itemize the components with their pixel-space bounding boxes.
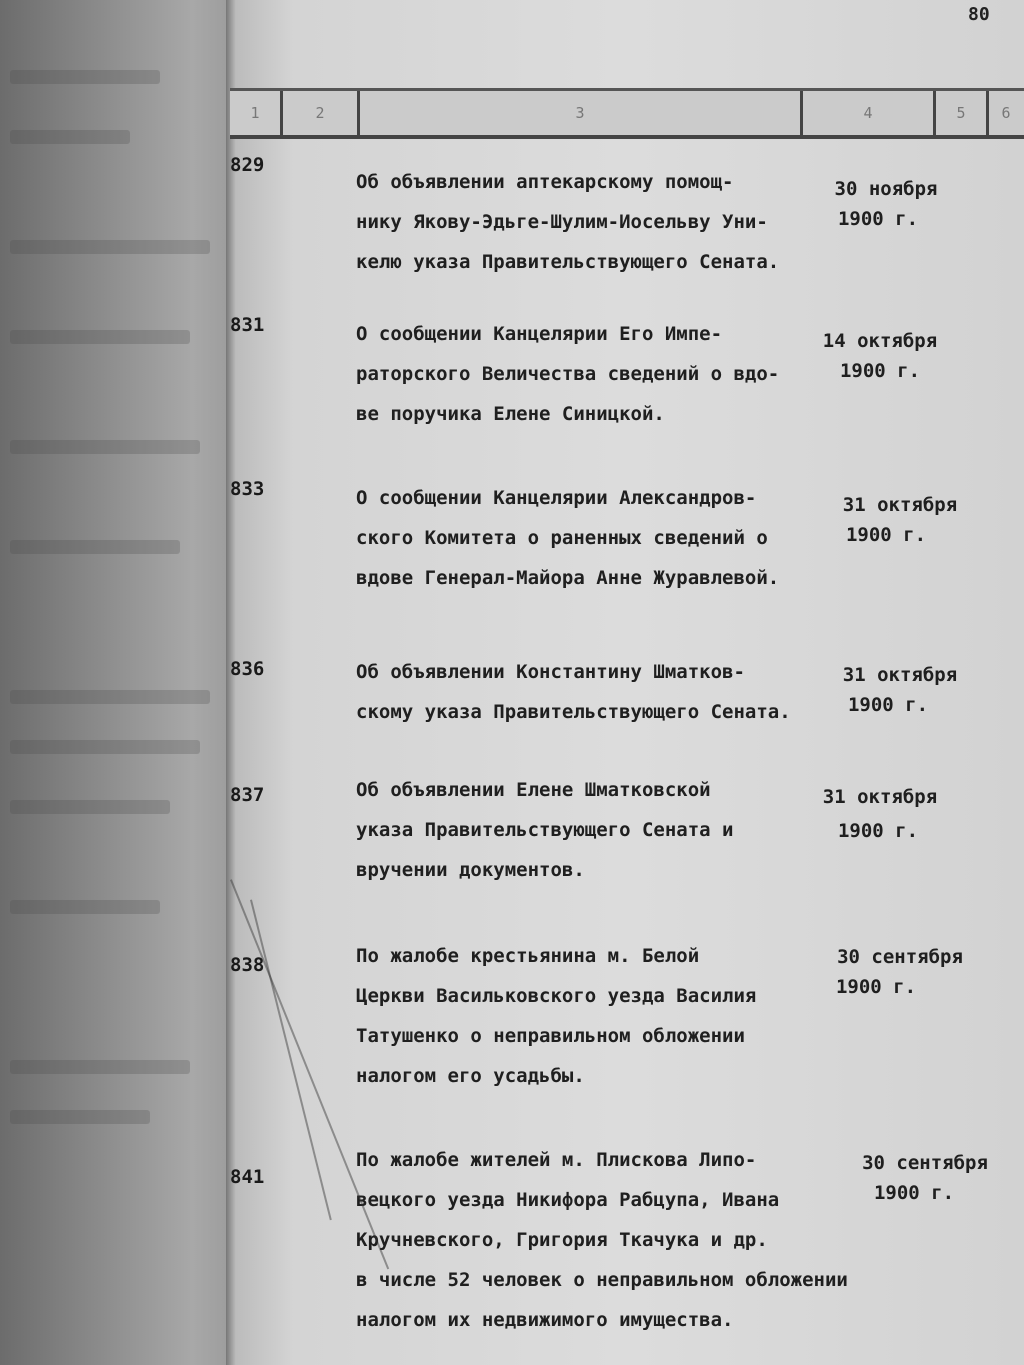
record-date-year: 1900 г. — [835, 976, 917, 998]
record-date-day: 30 сентября — [862, 1152, 988, 1174]
header-col-2: 2 — [283, 91, 360, 135]
ghost-text-line — [10, 800, 170, 814]
table-header-row — [230, 88, 1024, 139]
record-date-year: 1900 г. — [845, 524, 927, 546]
header-col-4: 4 — [803, 91, 936, 135]
record-text: По жалобе крестьянина м. Белой Церкви Васильковского уезда Василия Татушенко о неправильном обложении налогом его усадьбы. — [356, 945, 757, 1087]
record-date-day: 31 октября — [822, 786, 938, 808]
ghost-text-line — [10, 1060, 190, 1074]
record-date-year: 1900 г. — [837, 208, 919, 230]
ghost-text-line — [10, 690, 210, 704]
record-number: 829 — [230, 154, 265, 176]
record-date-day: 30 сентября — [837, 946, 963, 968]
ghost-text-line — [10, 900, 160, 914]
ghost-text-line — [10, 740, 200, 754]
record-date-year: 1900 г. — [847, 694, 929, 716]
left-page-bleedthrough — [0, 0, 240, 1365]
record-number: 836 — [230, 658, 265, 680]
record-text: По жалобе жителей м. Плискова Липо- вецкого уезда Никифора Рабцупа, Ивана Кручневского, Григория Ткачука и др. в числе 52 человек о неправильном обложении налогом их недвижимого имущества. — [356, 1149, 848, 1331]
record-number: 841 — [230, 1166, 265, 1188]
ghost-text-line — [10, 240, 210, 254]
record-date-year: 1900 г. — [873, 1182, 955, 1204]
record-date-day: 14 октября — [822, 330, 938, 352]
record-date-day: 31 октября — [842, 494, 958, 516]
record-number: 833 — [230, 478, 265, 500]
ghost-text-line — [10, 540, 180, 554]
ghost-text-line — [10, 130, 130, 144]
header-col-3: 3 — [360, 91, 803, 135]
header-col-5: 5 — [936, 91, 989, 135]
record-date-year: 1900 г. — [839, 360, 921, 382]
record-text: О сообщении Канцелярии Александров- ского Комитета о раненных сведений о вдове Генерал-Майора Анне Журавлевой. — [356, 487, 780, 589]
record-text: Об объявлении Елене Шматковской указа Правительствующего Сената и вручении документов. — [356, 779, 734, 881]
record-number: 831 — [230, 314, 265, 336]
record-text: О сообщении Канцелярии Его Импе- раторского Величества сведений о вдо- ве поручика Елене Синицкой. — [356, 323, 780, 425]
header-col-1: 1 — [230, 91, 283, 135]
record-number: 838 — [230, 954, 265, 976]
record-date-day: 30 ноября — [834, 178, 938, 200]
ghost-text-line — [10, 440, 200, 454]
record-text: Об объявлении Константину Шматков- скому указа Правительствующего Сената. — [356, 661, 791, 723]
record-date-year: 1900 г. — [837, 820, 919, 842]
ghost-text-line — [10, 1110, 150, 1124]
record-text: Об объявлении аптекарскому помощ- нику Якову-Эдьге-Шулим-Иосельву Уни- келю указа Правительствующего Сената. — [356, 171, 780, 273]
header-col-6: 6 — [1001, 104, 1011, 122]
page-number: 80 — [968, 4, 990, 25]
record-number: 837 — [230, 784, 265, 806]
record-date-day: 31 октября — [842, 664, 958, 686]
ghost-text-line — [10, 330, 190, 344]
book-spine-shadow — [226, 0, 236, 1365]
ghost-text-line — [10, 70, 160, 84]
